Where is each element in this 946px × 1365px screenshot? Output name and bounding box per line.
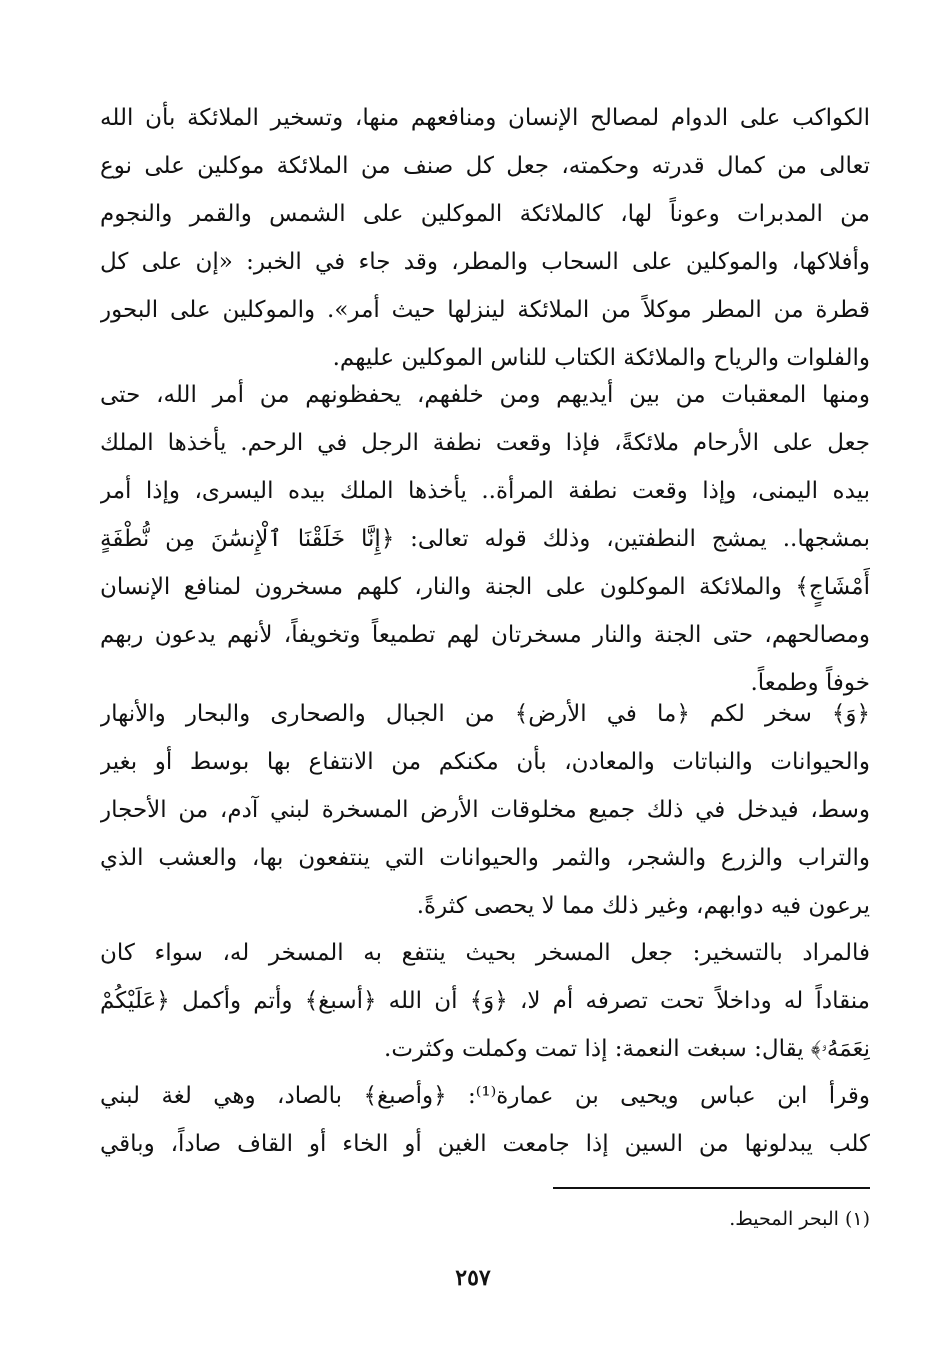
text-line: وقرأ ابن عباس ويحيى بن عمارة⁽¹⁾: ﴿وأصبغ﴾ بالصاد، وهي لغة لبني	[100, 1083, 870, 1109]
text-line: كلب يبدلونها من السين إذا جامعت الغين أو الخاء أو القاف صاداً، وباقي	[100, 1131, 870, 1157]
footnote: (١) البحر المحيط.	[729, 1208, 870, 1230]
paragraph-5	[100, 1072, 870, 1168]
paragraph-1	[100, 94, 870, 382]
paragraph-3	[100, 690, 870, 930]
footnote-divider	[553, 1187, 870, 1189]
paragraph-2	[100, 371, 870, 707]
paragraph-4	[100, 929, 870, 1073]
text-line: بيده اليمنى، وإذا وقعت نطفة المرأة.. يأخذها الملك بيده اليسرى، وإذا أمر	[100, 478, 870, 504]
text-line: الكواكب على الدوام لمصالح الإنسان ومنافعهم منها، وتسخير الملائكة بأن الله	[100, 105, 870, 131]
text-line: يرعون فيه دوابهم، وغير ذلك مما لا يحصى كثرةً.	[416, 893, 870, 919]
text-line: ومصالحهم، حتى الجنة والنار مسخرتان لهم تطميعاً وتخويفاً، لأنهم يدعون ربهم	[100, 622, 870, 648]
text-line: من المدبرات وعوناً لها، كالملائكة الموكلين على الشمس والقمر والنجوم	[100, 201, 870, 227]
text-line: نِعَمَهُۥ﴾ يقال: سبغت النعمة: إذا تمت وكملت وكثرت.	[384, 1036, 870, 1062]
text-line: خوفاً وطمعاً.	[750, 670, 870, 696]
text-line: ومنها المعقبات من بين أيديهم ومن خلفهم، يحفظونهم من أمر الله، حتى	[100, 382, 870, 408]
text-line: والفلوات والرياح والملائكة الكتاب للناس الموكلين عليهم.	[332, 345, 870, 371]
text-line: جعل على الأرحام ملائكةً، فإذا وقعت نطفة الرجل في الرحم. يأخذها الملك	[100, 430, 870, 456]
text-line: قطرة من المطر موكلاً من الملائكة لينزلها حيث أمر». والموكلين على البحور	[100, 297, 870, 323]
text-line: تعالى من كمال قدرته وحكمته، جعل كل صنف من الملائكة موكلين على نوع	[100, 153, 870, 179]
text-line: وسط، فيدخل في ذلك جميع مخلوقات الأرض المسخرة لبني آدم، من الأحجار	[100, 797, 870, 823]
page-number: ٢٥٧	[455, 1265, 491, 1291]
text-line: والتراب والزرع والشجر، والثمر والحيوانات التي ينتفعون بها، والعشب الذي	[100, 845, 870, 871]
text-line: وأفلاكها، والموكلين على السحاب والمطر، وقد جاء في الخبر: «إن على كل	[100, 249, 870, 275]
text-line: منقاداً له وداخلاً تحت تصرفه أم لا، ﴿وَ﴾ أن الله ﴿أسبغ﴾ وأتم وأكمل ﴿عَلَيْكُمْ	[100, 988, 870, 1014]
text-line: فالمراد بالتسخير: جعل المسخر بحيث ينتفع به المسخر له، سواء كان	[100, 940, 870, 966]
text-line: بمشجها.. يمشج النطفتين، وذلك قوله تعالى: ﴿إِنَّا خَلَقْنَا ٱلْإِنسَٰنَ مِن نُّطْفَةٍ	[100, 526, 870, 552]
text-line: ﴿وَ﴾ سخر لكم ﴿ما في الأرض﴾ من الجبال والصحارى والبحار والأنهار	[100, 701, 870, 727]
text-line: والحيوانات والنباتات والمعادن، بأن مكنكم من الانتفاع بها بوسط أو بغير	[100, 749, 870, 775]
text-line: أَمْشَاجٍ﴾ والملائكة الموكلون على الجنة والنار، كلهم مسخرون لمنافع الإنسان	[100, 574, 870, 600]
